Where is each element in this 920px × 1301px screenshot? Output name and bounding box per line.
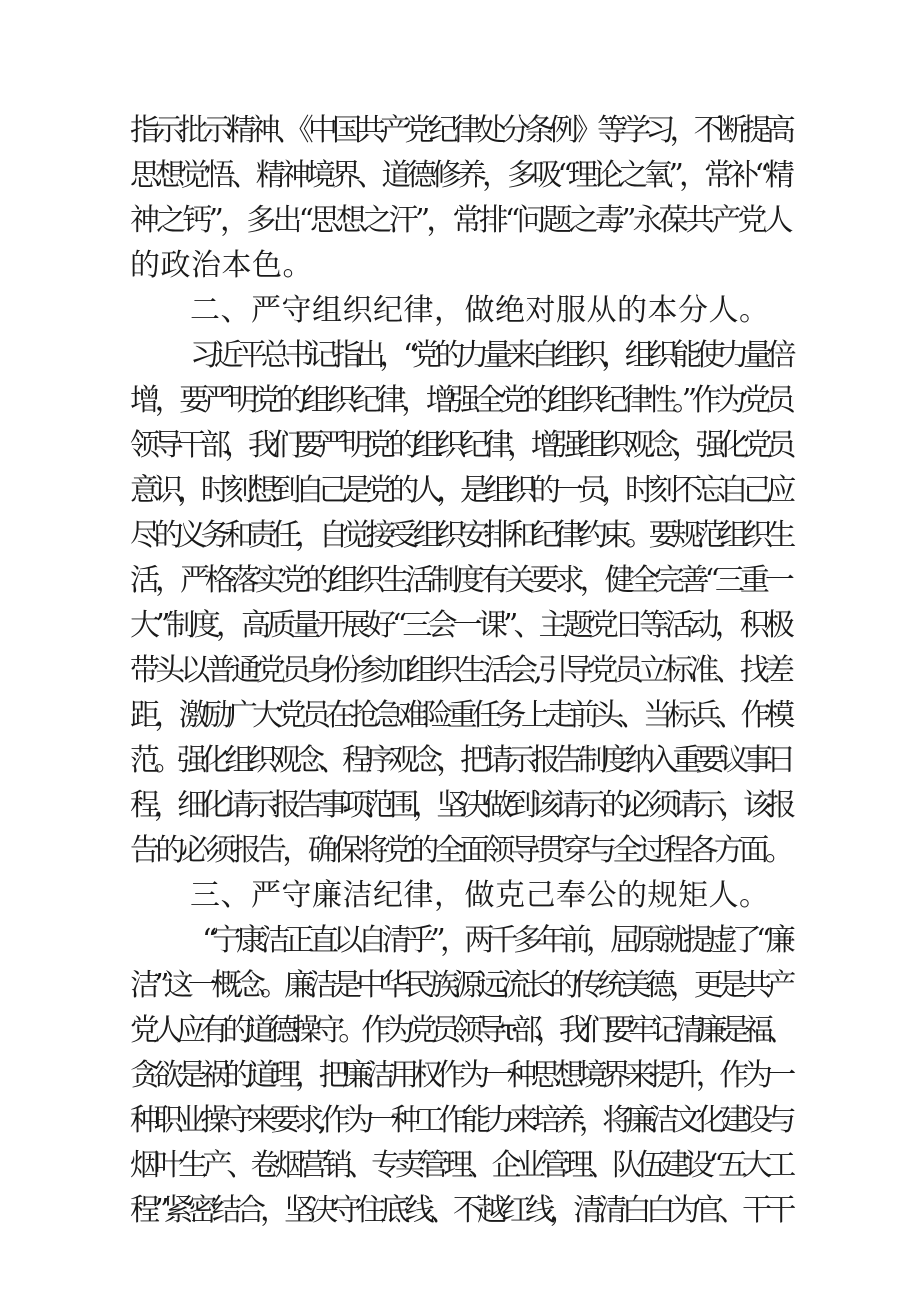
- text-line-14: 距，激励广大党员在抢急难险重任务上走前头、当标兵、作模: [130, 698, 790, 733]
- text-line-11: 活，严格落实党的组织生活制度有关要求，健全完善“三重一: [130, 563, 790, 598]
- text-line-9: 意识，时刻想到自己是党的人，是组织的一员，时刻不忘自己应: [130, 473, 790, 508]
- text-line-15: 范。强化组织观念、程序观念，把请示报告制度纳入重要议事日: [130, 743, 790, 778]
- text-line-19: “宁康洁正直以自清乎”，两千多年前，屈原就提虚了“廉: [202, 923, 791, 958]
- text-line-2: 思想觉悟、精神境界、道德修养，多吸“理论之氧”，常补“精: [130, 158, 791, 193]
- text-line-4: 的政治本色。: [130, 248, 313, 283]
- text-line-21: 党人应有的道德操守。作为党员领导τ·部，我们要牢记清廉是福、: [130, 1013, 791, 1048]
- text-line-6: 习近平总书记指出，“党的力量来自组织，组织能使力量倍: [190, 338, 791, 373]
- text-line-24: 烟叶生产、卷烟营销、专卖管理、企业管理、队伍建设“五大工: [130, 1148, 791, 1183]
- text-line-13: 带头以普通党员身份参加组织生活会,引导党员立标准、找差: [130, 653, 791, 688]
- section-heading-2: 二、严守组织纪律，做绝对服从的本分人。: [190, 293, 770, 328]
- text-line-1: 指示批示精神、《中国共产党纪律处分条例》等学习，不断提高: [130, 113, 790, 148]
- text-line-22: 贪欲是祸的道理，把廉洁用权作为一种思想境界来提升，作为一: [130, 1058, 790, 1093]
- text-line-12: 大”制度，高质量开展好“三会一课”、主题党日等活动，积极: [130, 608, 791, 643]
- text-line-20: 洁”这一概念。廉洁是中华民族源远流长的传统美德，更是共产: [130, 968, 791, 1003]
- text-line-17: 告的必须报告，确保将党的全面领导贯穿与全过程各方面。: [130, 833, 790, 868]
- section-heading-3: 三、严守廉洁纪律，做克己奉公的规矩人。: [190, 878, 770, 913]
- text-line-7: 增，要严明党的组织纪律，增强全党的组织纪律性。”作为党员: [130, 383, 791, 418]
- text-line-8: 领导干部，我们要严明党的组织纪律，增强组织观念，强化党员: [130, 428, 790, 463]
- text-line-16: 程，细化请示报告事项范围，坚决做到该请示的必须请示，该报: [130, 788, 790, 823]
- text-line-3: 神之钙”，多出“思想之汗”，常排“问题之毒”永葆共产党人: [130, 203, 790, 238]
- text-line-25: 程”紧密结合，坚决守住底线、不越红线，清清白白为官、干干: [130, 1193, 791, 1228]
- text-line-10: 尽的义务和责任，自觉接受组织安排和纪律约束。要规范组织生: [130, 518, 790, 553]
- text-line-23: 种职业操守来要求,作为一种工作能力来培养，将廉洁文化建设与: [130, 1103, 791, 1138]
